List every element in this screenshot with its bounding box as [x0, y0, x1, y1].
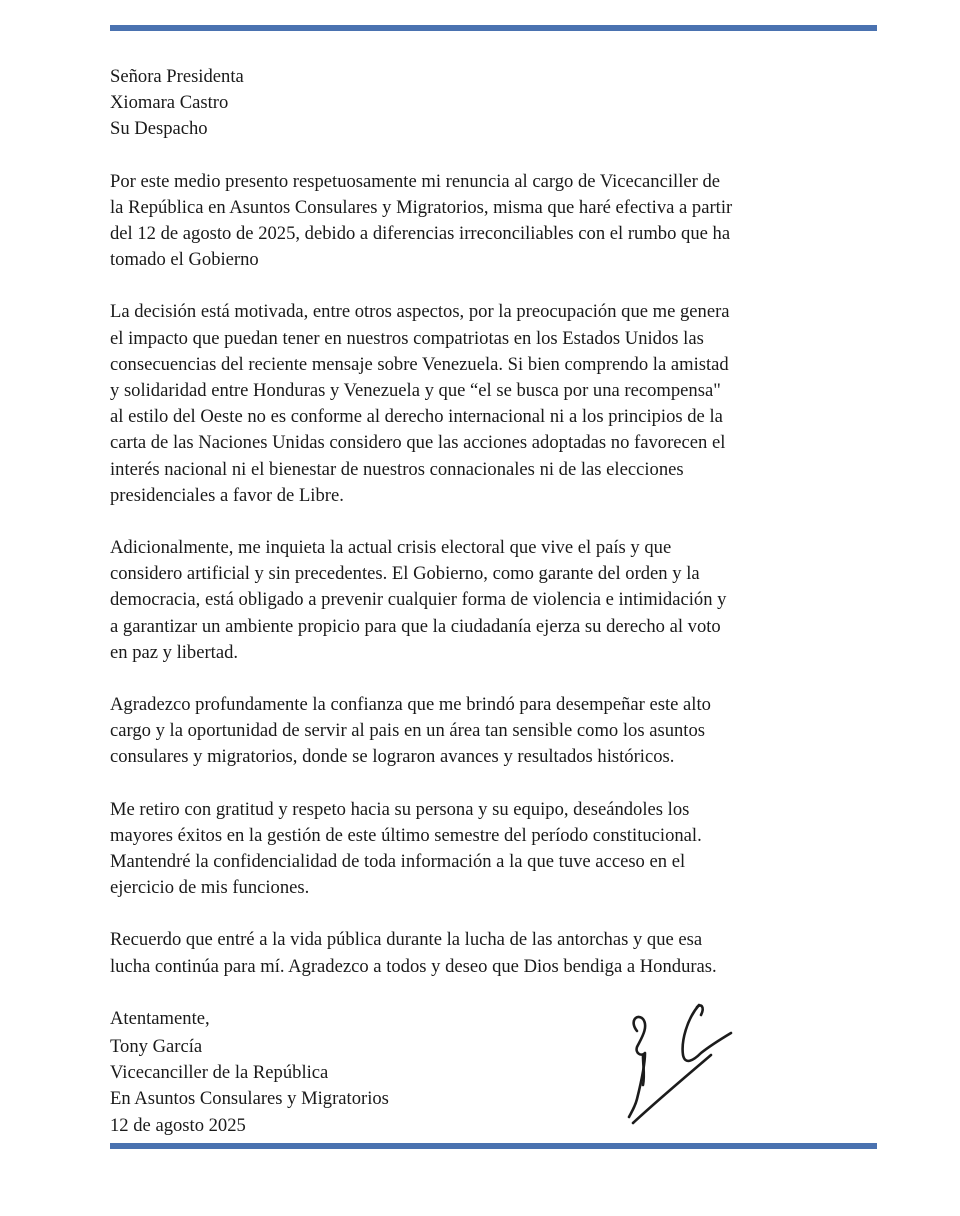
paragraph-line: tomado el Gobierno [110, 249, 259, 271]
paragraph-gratitude [110, 692, 841, 771]
paragraph-line: consulares y migratorios, donde se lograron avances y resultados históricos. [110, 746, 675, 768]
addressee-line: Su Despacho [110, 118, 208, 140]
paragraph-farewell [110, 797, 841, 902]
top-rule [110, 25, 877, 31]
paragraph-line: el impacto que puedan tener en nuestros compatriotas en los Estados Unidos las [110, 327, 704, 349]
spacer [110, 273, 841, 299]
paragraph-line: democracia, está obligado a prevenir cualquier forma de violencia e intimidación y [110, 589, 727, 611]
paragraph-line: carta de las Naciones Unidas considero que las acciones adoptadas no favorecen el [110, 432, 726, 454]
addressee-line: Xiomara Castro [110, 92, 229, 114]
paragraph-line: mayores éxitos en la gestión de este último semestre del período constitucional. [110, 824, 702, 846]
paragraph-motivation [110, 299, 841, 509]
paragraph-line: Por este medio presento respetuosamente mi renuncia al cargo de Vicecanciller de [110, 170, 720, 192]
paragraph-line: la República en Asuntos Consulares y Migratorios, misma que haré efectiva a partir [110, 196, 733, 218]
signer-name: Tony García [110, 1036, 203, 1057]
paragraph-line: al estilo del Oeste no es conforme al derecho internacional ni a los principios de la [110, 406, 723, 428]
spacer [110, 666, 841, 692]
handwritten-signature-icon [615, 995, 745, 1130]
paragraph-line: Agradezco profundamente la confianza que me brindó para desempeñar este alto [110, 694, 711, 716]
paragraph-line: considero artificial y sin precedentes. El Gobierno, como garante del orden y la [110, 563, 700, 585]
signer-title: Vicecanciller de la República [110, 1062, 329, 1084]
paragraph-line: interés nacional ni el bienestar de nuestros connacionales ni de las elecciones [110, 458, 684, 480]
addressee-block [110, 64, 841, 143]
signer-title: En Asuntos Consulares y Migratorios [110, 1088, 389, 1110]
paragraph-line: consecuencias del reciente mensaje sobre Venezuela. Si bien comprendo la amistad [110, 353, 729, 375]
signoff-block [110, 1034, 389, 1139]
letter-date: 12 de agosto 2025 [110, 1114, 246, 1136]
paragraph-line: del 12 de agosto de 2025, debido a diferencias irreconciliables con el rumbo que ha [110, 223, 731, 245]
paragraph-line: y solidaridad entre Honduras y Venezuela y que “el se busca por una recompensa" [110, 380, 721, 402]
paragraph-line: presidenciales a favor de Libre. [110, 484, 344, 506]
paragraph-remembrance [110, 927, 841, 979]
paragraph-line: a garantizar un ambiente propicio para que la ciudadanía ejerza su derecho al voto [110, 615, 721, 637]
paragraph-line: en paz y libertad. [110, 641, 239, 663]
closing-salutation: Atentamente, [110, 1007, 210, 1029]
paragraph-line: Adicionalmente, me inquieta la actual crisis electoral que vive el país y que [110, 537, 672, 559]
paragraph-line: cargo y la oportunidad de servir al pais en un área tan sensible como los asuntos [110, 720, 706, 742]
paragraph-line: lucha continúa para mí. Agradezco a todos y deseo que Dios bendiga a Honduras. [110, 955, 717, 977]
paragraph-line: La decisión está motivada, entre otros aspectos, por la preocupación que me genera [110, 301, 730, 323]
paragraph-line: Me retiro con gratitud y respeto hacia su persona y su equipo, deseándoles los [110, 798, 690, 820]
paragraph-resignation [110, 169, 841, 274]
paragraph-line: ejercicio de mis funciones. [110, 877, 310, 899]
spacer [110, 901, 841, 927]
paragraph-line: Mantendré la confidencialidad de toda información a la que tuve acceso en el [110, 851, 686, 873]
spacer [110, 771, 841, 797]
spacer [110, 509, 841, 535]
addressee-line: Señora Presidenta [110, 66, 244, 87]
paragraph-line: Recuerdo que entré a la vida pública durante la lucha de las antorchas y que esa [110, 929, 703, 951]
paragraph-electoral-crisis [110, 535, 841, 666]
bottom-rule [110, 1143, 877, 1149]
letter-body [110, 64, 841, 1032]
spacer [110, 143, 841, 169]
